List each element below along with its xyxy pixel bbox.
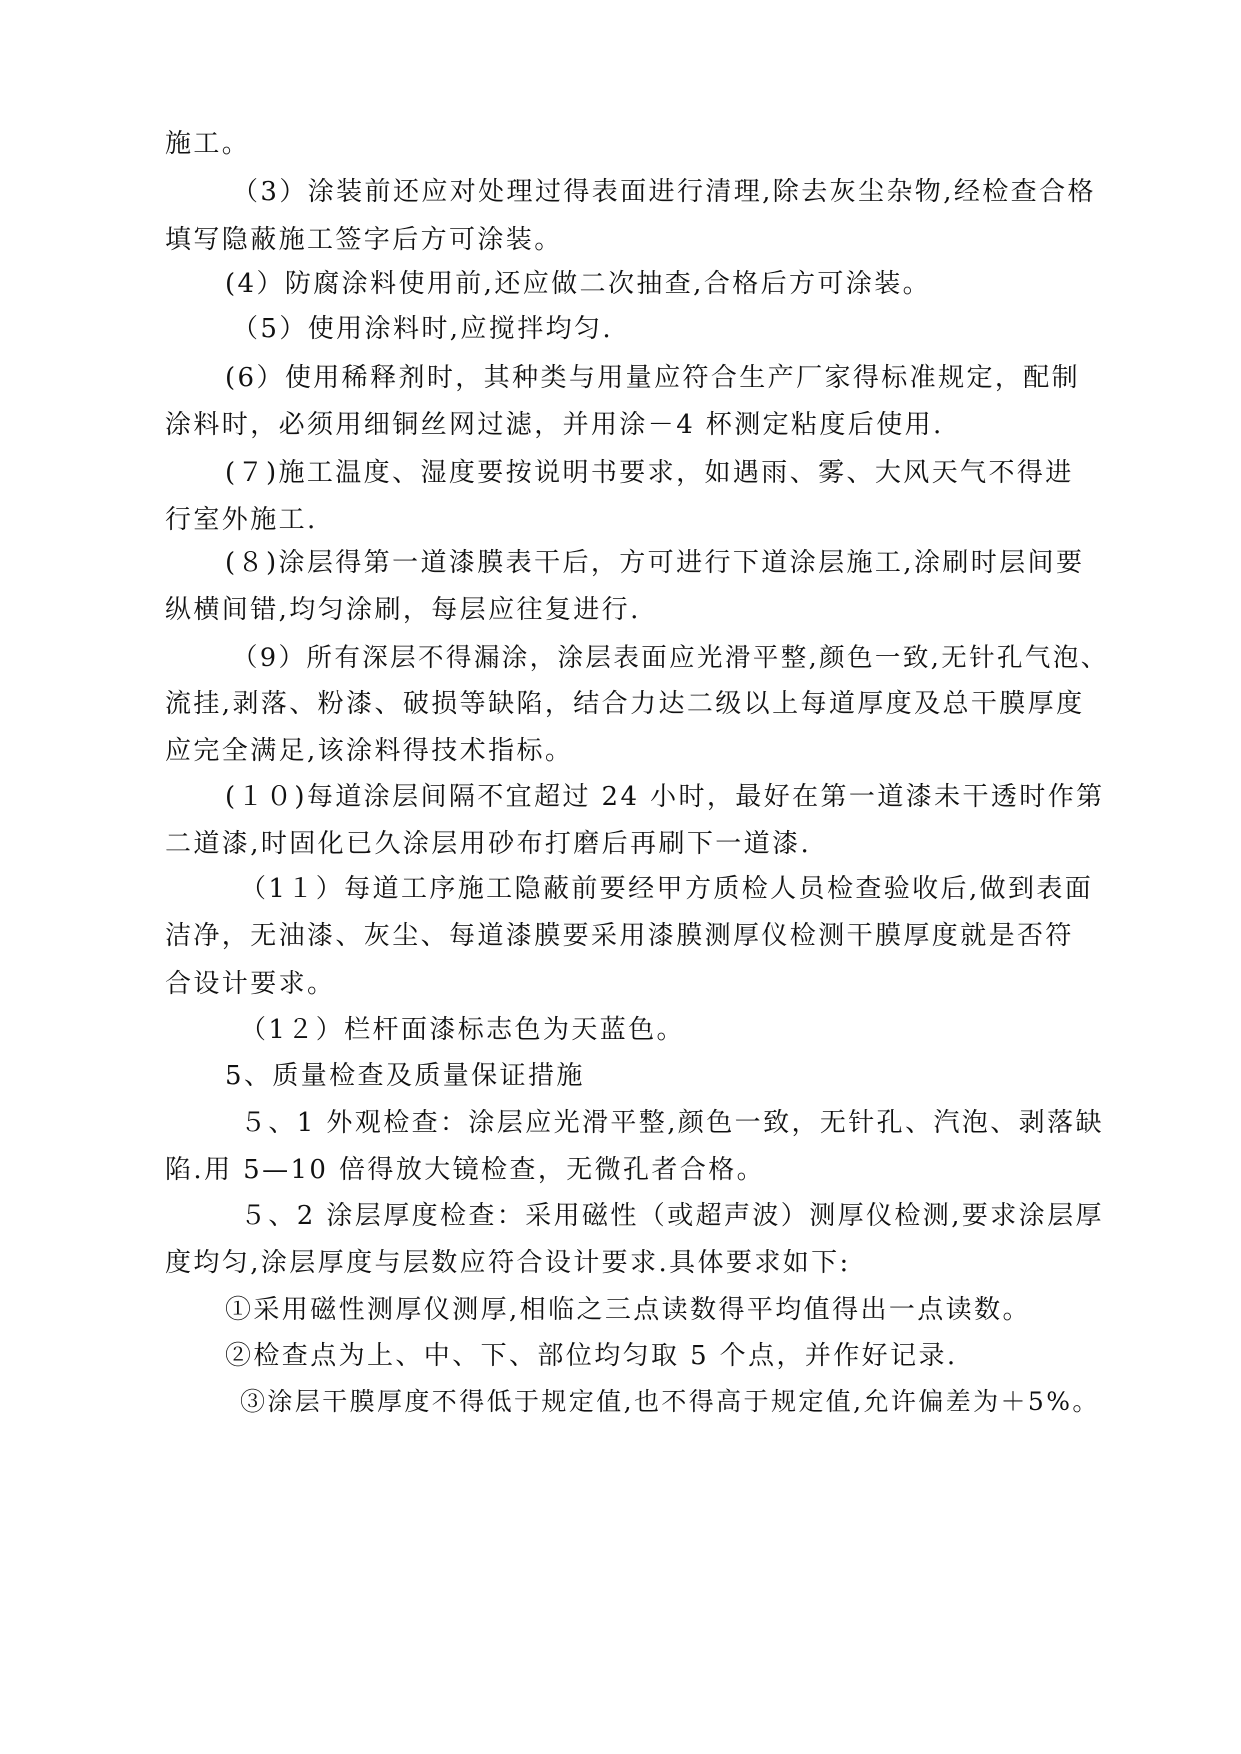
text-line: （3）涂装前还应对处理过得表面进行清理,除去灰尘杂物,经检查合格: [232, 177, 1096, 207]
text-line: 涂料时，必须用细铜丝网过滤，并用涂－4 杯测定粘度后使用.: [165, 410, 944, 440]
text-line: 填写隐蔽施工签字后方可涂装。: [165, 225, 563, 255]
section-heading: 5、质量检查及质量保证措施: [225, 1061, 585, 1091]
text-line: （5）使用涂料时,应搅拌均匀.: [232, 314, 614, 344]
text-line: 合设计要求。: [165, 969, 336, 999]
text-line: (７)施工温度、湿度要按说明书要求，如遇雨、雾、大风天气不得进: [225, 458, 1074, 488]
list-item: ③涂层干膜厚度不得低于规定值,也不得高于规定值,允许偏差为＋5%。: [240, 1387, 1100, 1416]
text-line: 度均匀,涂层厚度与层数应符合设计要求.具体要求如下:: [165, 1248, 851, 1278]
text-line: 陷.用 5—10 倍得放大镜检查，无微孔者合格。: [165, 1155, 766, 1185]
text-line: 纵横间错,均匀涂刷，每层应往复进行.: [165, 595, 641, 625]
text-line: (１０)每道涂层间隔不宜超过 24 小时，最好在第一道漆未干透时作第: [225, 782, 1105, 812]
text-line: 二道漆,时固化已久涂层用砂布打磨后再刷下一道漆.: [165, 829, 812, 859]
text-line: （1２）栏杆面漆标志色为天蓝色。: [240, 1015, 685, 1045]
list-item: ②检查点为上、中、下、部位均匀取 5 个点，并作好记录.: [225, 1341, 958, 1371]
text-line: ５、2 涂层厚度检查：采用磁性（或超声波）测厚仪检测,要求涂层厚: [240, 1201, 1104, 1231]
text-line: (6）使用稀释剂时，其种类与用量应符合生产厂家得标准规定，配制: [225, 363, 1081, 393]
text-line: （1１）每道工序施工隐蔽前要经甲方质检人员检查验收后,做到表面: [240, 874, 1094, 904]
list-item: ①采用磁性测厚仪测厚,相临之三点读数得平均值得出一点读数。: [225, 1295, 1031, 1325]
text-line: 施工。: [165, 129, 251, 159]
text-line: (4）防腐涂料使用前,还应做二次抽查,合格后方可涂装。: [225, 269, 932, 299]
text-line: （9）所有深层不得漏涂，涂层表面应光滑平整,颜色一致,无针孔气泡、: [232, 643, 1109, 673]
text-line: (８)涂层得第一道漆膜表干后，方可进行下道涂层施工,涂刷时层间要: [225, 548, 1085, 578]
text-line: 流挂,剥落、粉漆、破损等缺陷，结合力达二级以上每道厚度及总干膜厚度: [165, 689, 1085, 719]
text-line: 应完全满足,该涂料得技术指标。: [165, 736, 574, 766]
text-line: ５、1 外观检查：涂层应光滑平整,颜色一致，无针孔、汽泡、剥落缺: [240, 1108, 1104, 1138]
text-line: 洁净，无油漆、灰尘、每道漆膜要采用漆膜测厚仪检测干膜厚度就是否符: [165, 921, 1074, 951]
text-line: 行室外施工.: [165, 505, 318, 535]
